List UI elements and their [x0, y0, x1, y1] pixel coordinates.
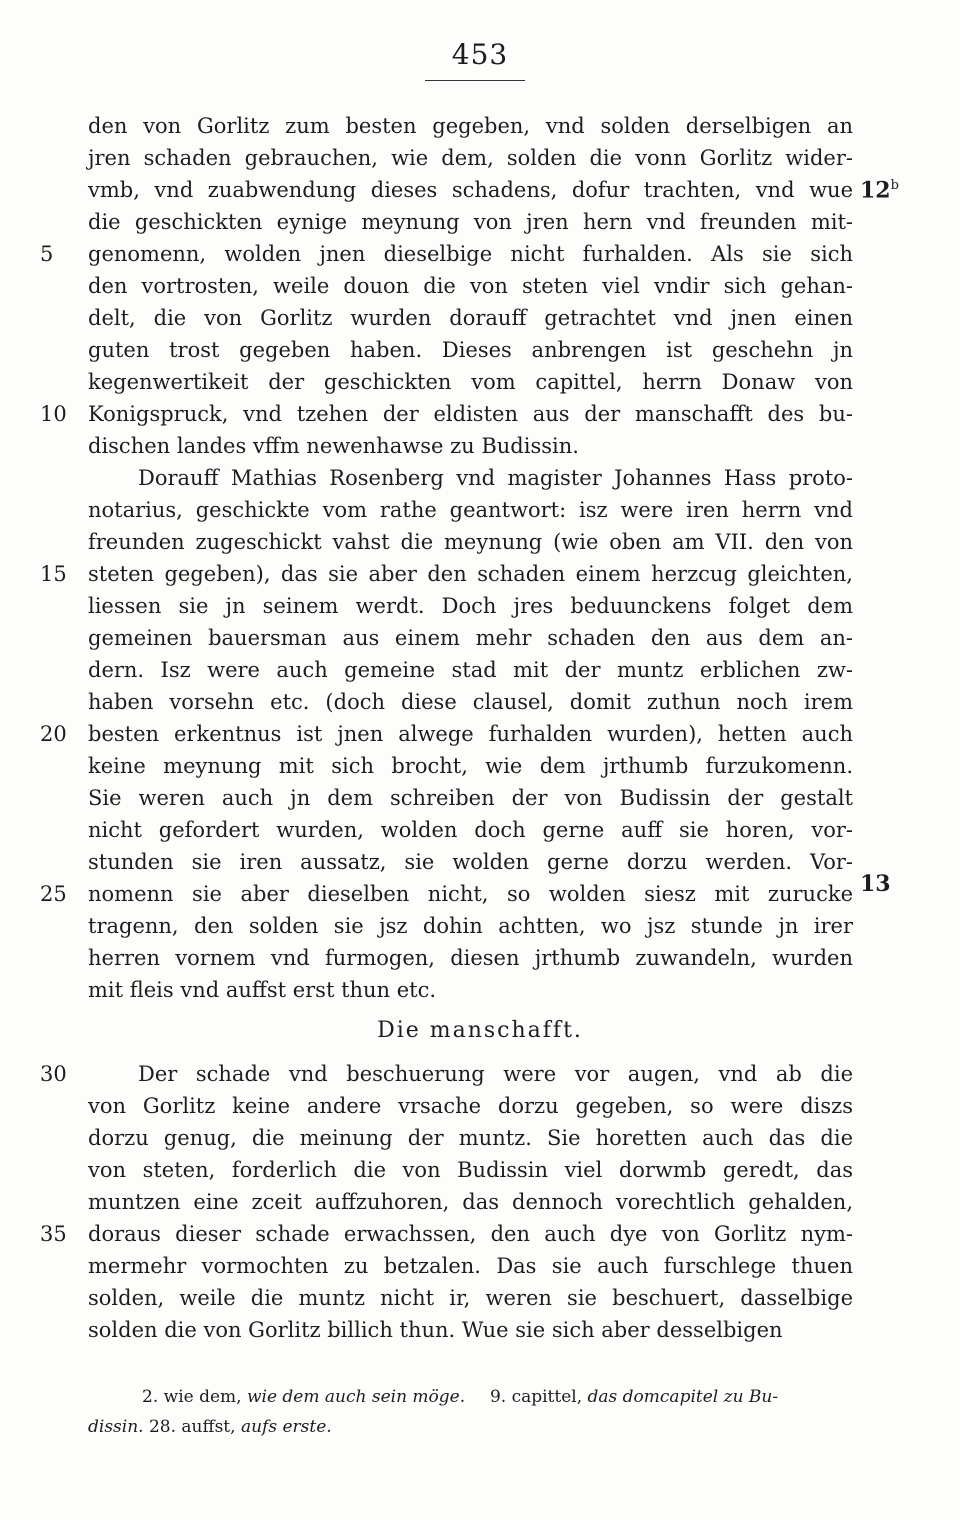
- text-line: gemeinen bauersman aus einem mehr schaden den aus dem an-: [88, 626, 853, 650]
- text-line: notarius, geschickte vom rathe geantwort: isz were iren herrn vnd: [88, 498, 853, 522]
- text-line: mermehr vormochten zu betzalen. Das sie auch furschlege thuen: [88, 1254, 853, 1278]
- footnote-lemma: auffst,: [181, 1417, 236, 1437]
- margin-note-suffix: b: [890, 178, 899, 193]
- text-line: tragenn, den solden sie jsz dohin achtten, wo jsz stunde jn irer: [88, 914, 853, 938]
- text-line: dorzu genug, die meinung der muntz. Sie horetten auch das die: [88, 1126, 853, 1150]
- footnote-gloss: wie dem auch sein möge.: [246, 1387, 466, 1407]
- text-line: den vortrosten, weile douon die von steten viel vndir sich gehan-: [88, 274, 853, 298]
- footnote-line-1: [88, 1382, 868, 1412]
- footnote-gloss: aufs erste.: [240, 1417, 332, 1437]
- text-line: liessen sie jn seinem werdt. Doch jres beduunckens folget dem: [88, 594, 853, 618]
- text-line: nomenn sie aber dieselben nicht, so wolden siesz mit zurucke: [88, 882, 853, 906]
- text-line: Sie weren auch jn dem schreiben der von Budissin der gestalt: [88, 786, 853, 810]
- text-line: herren vornem vnd furmogen, diesen jrthumb zuwandeln, wurden: [88, 946, 853, 970]
- text-line: die geschickten eynige meynung von jren hern vnd freunden mit-: [88, 210, 853, 234]
- text-line: Der schade vnd beschuerung were vor augen, vnd ab die: [138, 1062, 853, 1086]
- footnote-lemma: wie dem,: [163, 1387, 242, 1407]
- text-line: freunden zugeschickt vahst die meynung (wie oben am VII. den von: [88, 530, 853, 554]
- text-line: muntzen eine zceit auffzuhoren, das dennoch vorechtlich gehalden,: [88, 1190, 853, 1214]
- page-number: 453: [451, 38, 509, 71]
- margin-note-13: 13: [860, 871, 891, 897]
- line-number: 15: [40, 562, 67, 586]
- footnote-line-2: [88, 1412, 868, 1442]
- footnote-gloss: das domcapitel zu Bu-: [587, 1387, 779, 1407]
- text-line: vmb, vnd zuabwendung dieses schadens, dofur trachten, vnd wue: [88, 178, 853, 202]
- margin-note-12b: 12$^b$: [860, 177, 899, 204]
- line-number: 30: [40, 1062, 67, 1086]
- line-number: 25: [40, 882, 67, 906]
- text-line: von steten, forderlich die von Budissin viel dorwmb geredt, das: [88, 1158, 853, 1182]
- text-line: stunden sie iren aussatz, sie wolden gerne dorzu werden. Vor-: [88, 850, 853, 874]
- text-line: dischen landes vffm newenhawse zu Budissin.: [88, 434, 579, 458]
- footnote-number: 2.: [142, 1387, 159, 1407]
- line-number: 5: [40, 242, 54, 266]
- text-line: solden, weile die muntz nicht ir, weren sie beschuert, dasselbige: [88, 1286, 853, 1310]
- text-line: den von Gorlitz zum besten gegeben, vnd solden derselbigen an: [88, 114, 853, 138]
- footnote-number: 28.: [148, 1417, 177, 1437]
- text-line: solden die von Gorlitz billich thun. Wue sie sich aber desselbigen: [88, 1318, 783, 1342]
- text-line: delt, die von Gorlitz wurden dorauff getrachtet vnd jnen einen: [88, 306, 853, 330]
- footnotes: [88, 1382, 868, 1442]
- footnote-lemma: capittel,: [511, 1387, 583, 1407]
- text-line: keine meynung mit sich brocht, wie dem jrthumb furzukomenn.: [88, 754, 853, 778]
- text-line: guten trost gegeben haben. Dieses anbrengen ist geschehn jn: [88, 338, 853, 362]
- text-line: Konigspruck, vnd tzehen der eldisten aus der manschafft des bu-: [88, 402, 853, 426]
- footnote-number: 9.: [489, 1387, 507, 1407]
- text-line: dern. Isz were auch gemeine stad mit der muntz erblichen zw-: [88, 658, 853, 682]
- footnote-gloss-cont: dissin.: [88, 1417, 144, 1437]
- line-number: 20: [40, 722, 67, 746]
- text-line: nicht gefordert wurden, wolden doch gerne auff sie horen, vor-: [88, 818, 853, 842]
- text-line: jren schaden gebrauchen, wie dem, solden die vonn Gorlitz wider-: [88, 146, 853, 170]
- text-line: mit fleis vnd auffst erst thun etc.: [88, 978, 437, 1002]
- text-line: von Gorlitz keine andere vrsache dorzu gegeben, so were diszs: [88, 1094, 853, 1118]
- line-number: 35: [40, 1222, 67, 1246]
- text-line: doraus dieser schade erwachssen, den auch dye von Gorlitz nym-: [88, 1222, 853, 1246]
- text-line: haben vorsehn etc. (doch diese clausel, domit zuthun noch irem: [88, 690, 853, 714]
- line-number: 10: [40, 402, 67, 426]
- text-line: genomenn, wolden jnen dieselbige nicht furhalden. Als sie sich: [88, 242, 853, 266]
- header-rule: [425, 80, 525, 81]
- section-heading: Die manschafft.: [377, 1018, 583, 1043]
- text-line: Dorauff Mathias Rosenberg vnd magister Johannes Hass proto-: [138, 466, 853, 490]
- text-line: besten erkentnus ist jnen alwege furhalden wurden), hetten auch: [88, 722, 853, 746]
- text-line: kegenwertikeit der geschickten vom capittel, herrn Donaw von: [88, 370, 853, 394]
- text-line: steten gegeben), das sie aber den schaden einem herzcug gleichten,: [88, 562, 853, 586]
